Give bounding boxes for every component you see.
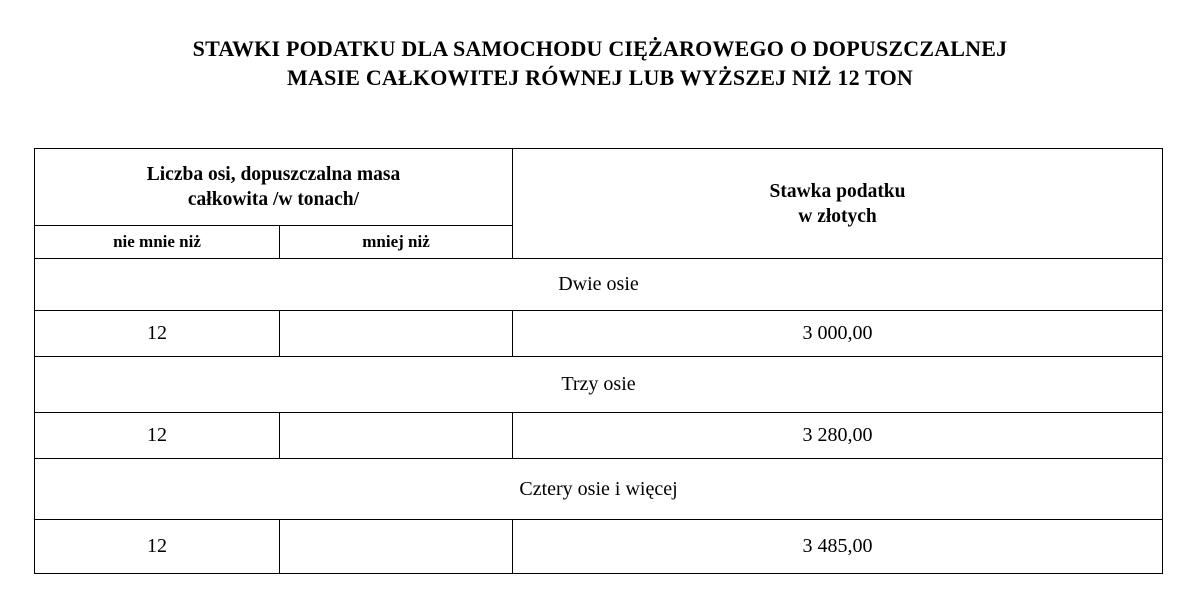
max-mass-cell bbox=[280, 520, 513, 574]
rate-cell: 3 000,00 bbox=[513, 311, 1163, 357]
header-min-mass: nie mnie niż bbox=[35, 226, 280, 259]
header-tax-rate-line-2: w złotych bbox=[798, 205, 877, 227]
section-label: Cztery osie i więcej bbox=[35, 459, 1163, 520]
title-line-1: STAWKI PODATKU DLA SAMOCHODU CIĘŻAROWEGO O DOPUSZCZALNEJ bbox=[192, 36, 1008, 61]
rate-cell: 3 280,00 bbox=[513, 413, 1163, 459]
section-row-two-axles bbox=[35, 259, 1163, 311]
document-title bbox=[0, 34, 1200, 92]
rate-cell: 3 485,00 bbox=[513, 520, 1163, 574]
header-axles-mass-line-1: Liczba osi, dopuszczalna masa bbox=[146, 164, 401, 185]
section-row-four-axles bbox=[35, 459, 1163, 520]
section-label: Dwie osie bbox=[35, 259, 1163, 311]
min-mass-cell: 12 bbox=[35, 311, 280, 357]
min-mass-cell: 12 bbox=[35, 413, 280, 459]
header-row bbox=[35, 149, 1163, 226]
table-row bbox=[35, 520, 1163, 574]
header-tax-rate-line-1: Stawka podatku bbox=[769, 180, 906, 202]
table-row bbox=[35, 413, 1163, 459]
min-mass-cell: 12 bbox=[35, 520, 280, 574]
header-tax-rate bbox=[513, 149, 1163, 259]
section-label: Trzy osie bbox=[35, 357, 1163, 413]
tax-rate-table bbox=[34, 148, 1163, 574]
header-axles-mass-line-2: całkowita /w tonach/ bbox=[187, 189, 360, 210]
header-axles-mass bbox=[35, 149, 513, 226]
max-mass-cell bbox=[280, 311, 513, 357]
section-row-three-axles bbox=[35, 357, 1163, 413]
title-line-2: MASIE CAŁKOWITEJ RÓWNEJ LUB WYŻSZEJ NIŻ 12 TON bbox=[287, 65, 913, 90]
header-max-mass: mniej niż bbox=[280, 226, 513, 259]
max-mass-cell bbox=[280, 413, 513, 459]
table-row bbox=[35, 311, 1163, 357]
